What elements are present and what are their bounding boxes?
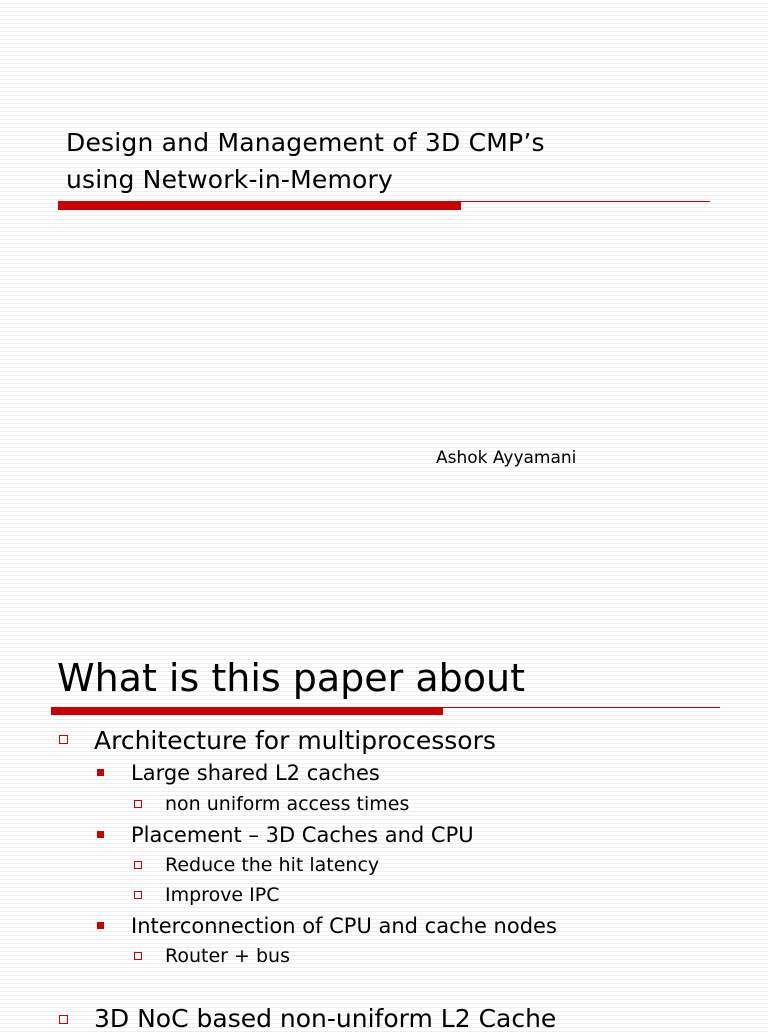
content-slide (0, 620, 768, 1033)
slide-heading: What is this paper about (57, 656, 526, 700)
hollow-square-bullet-icon (134, 800, 142, 808)
slide-title (66, 124, 545, 198)
title-underline-thick (58, 202, 461, 210)
bullet-text: Architecture for multiprocessors (94, 726, 496, 755)
filled-square-bullet-icon (97, 769, 104, 776)
hollow-square-bullet-icon (59, 1015, 68, 1024)
filled-square-bullet-icon (97, 922, 104, 929)
heading-underline-thin (51, 707, 720, 708)
bullet-text: Large shared L2 caches (131, 761, 380, 785)
hollow-square-bullet-icon (134, 891, 142, 899)
bullet-text: Interconnection of CPU and cache nodes (131, 914, 557, 938)
bullet-text: Router + bus (165, 945, 290, 967)
bullet-text: non uniform access times (165, 793, 410, 815)
author-name: Ashok Ayyamani (436, 448, 577, 468)
bullet-text: Reduce the hit latency (165, 854, 380, 876)
bullet-text: Improve IPC (165, 884, 280, 906)
title-underline-thin (58, 201, 710, 202)
bullet-text: Placement – 3D Caches and CPU (131, 823, 474, 847)
bullet-text: 3D NoC based non-uniform L2 Cache (94, 1004, 557, 1033)
hollow-square-bullet-icon (59, 735, 68, 744)
slide-title-line-1: Design and Management of 3D CMP’s (66, 128, 545, 157)
hollow-square-bullet-icon (134, 861, 142, 869)
heading-underline-thick (51, 707, 443, 715)
slide-title-line-2: using Network-in-Memory (66, 165, 393, 194)
filled-square-bullet-icon (97, 831, 104, 838)
hollow-square-bullet-icon (134, 952, 142, 960)
